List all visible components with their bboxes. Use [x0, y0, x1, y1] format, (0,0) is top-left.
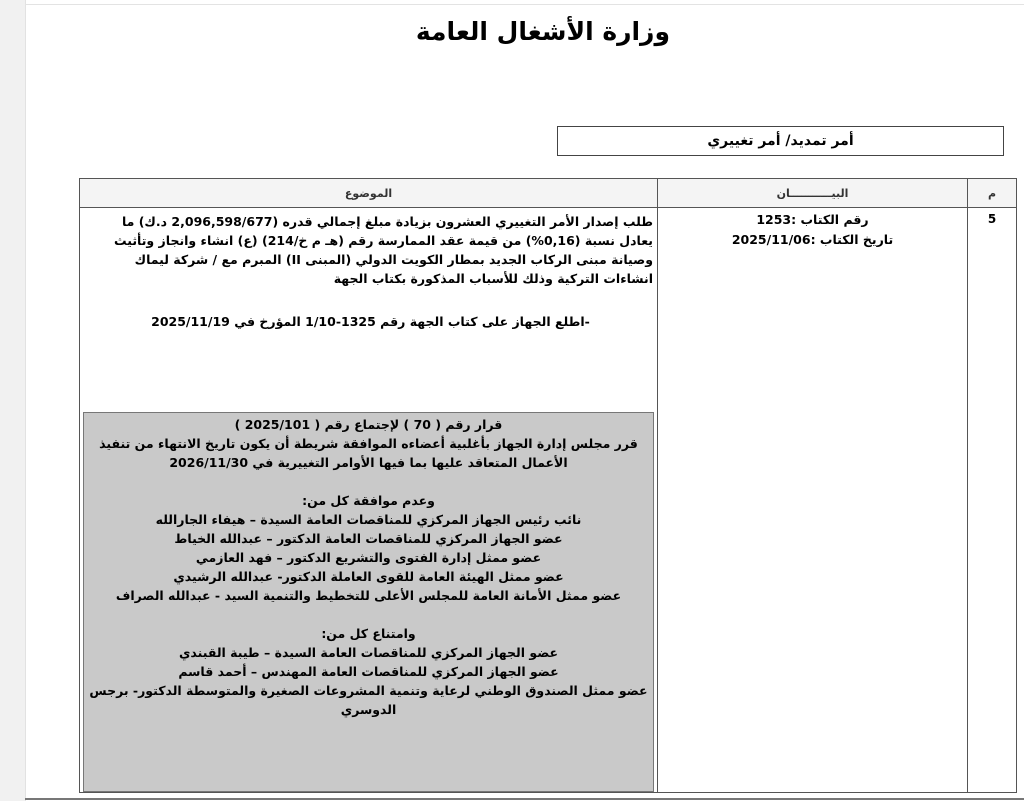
document-type-label: أمر تمديد/ أمر تغييري	[707, 133, 854, 149]
disagree-member: نائب رئيس الجهاز المركزي للمناقصات العامة السيدة – هيفاء الجارالله	[155, 512, 582, 527]
statement-cell	[658, 208, 968, 793]
disagree-member: عضو ممثل الهيئة العامة للقوى العاملة الدكتور- عبدالله الرشيدي	[173, 569, 564, 584]
header-number: م	[968, 179, 1017, 208]
disagree-member: عضو ممثل الأمانة العامة للمجلس الأعلى للتخطيط والتنمية السيد - عبدالله الصراف	[115, 588, 622, 603]
header-subject: الموضوع	[80, 179, 658, 208]
disagree-heading: وعدم موافقة كل من:	[302, 493, 435, 508]
decision-table	[79, 178, 1017, 793]
table-header-row	[80, 179, 1017, 208]
subject-note: -اطلع الجهاز على كتاب الجهة رقم 1325-1/10 المؤرخ في 2025/11/19	[151, 314, 590, 329]
subject-text: طلب إصدار الأمر التغييري العشرون بزيادة مبلغ إجمالي قدره (2,096,598/677 د.ك) ما يعادل نسبة (0,16%) من قيمة عقد الممارسة رقم (هـ م خ/214) (ع) انشاء وانجاز وتأثيث وصيانة مبنى الركاب الجديد بمطار الكويت الدولي (المبنى II) المبرم مع / شركة ليماك انشاءات التركية وذلك للأسباب المذكورة بكتاب الجهة	[114, 214, 653, 286]
decision-box	[83, 412, 654, 792]
header-statement: البيـــــــــــان	[658, 179, 968, 208]
document-type-box	[557, 126, 1004, 156]
letter-number: رقم الكتاب :1253	[756, 212, 869, 227]
abstain-heading: وامتناع كل من:	[321, 626, 416, 641]
abstain-member: عضو الجهاز المركزي للمناقصات العامة السيدة – طيبة القبندي	[178, 645, 559, 660]
decision-text: قرر مجلس إدارة الجهاز بأغلبية أعضاءه الموافقة شريطة أن يكون تاريخ الانتهاء من تنفيذ الأعمال المتعاقد عليها بما فيها الأوامر التغييرية في 2026/11/30	[99, 436, 638, 470]
subject-block	[80, 208, 657, 412]
table-row	[80, 208, 1017, 793]
abstain-member: عضو ممثل الصندوق الوطني لرعاية وتنمية المشروعات الصغيرة والمتوسطة الدكتور- برجس الدوسري	[89, 683, 648, 717]
letter-date: تاريخ الكتاب :2025/11/06	[731, 232, 894, 247]
bottom-divider	[25, 798, 1024, 800]
subject-cell	[80, 208, 658, 793]
disagree-member: عضو ممثل إدارة الفتوى والتشريع الدكتور – فهد العازمي	[195, 550, 542, 565]
disagree-member: عضو الجهاز المركزي للمناقصات العامة الدكتور – عبدالله الخياط	[174, 531, 563, 546]
row-number: 5	[968, 208, 1017, 793]
top-divider	[25, 4, 1024, 5]
left-margin-bar	[0, 0, 26, 801]
abstain-member: عضو الجهاز المركزي للمناقصات العامة المهندس – أحمد قاسم	[178, 664, 559, 679]
ministry-title: وزارة الأشغال العامة	[415, 17, 670, 46]
decision-title: قرار رقم ( 70 ) لإجتماع رقم ( 2025/101 )	[234, 417, 503, 432]
